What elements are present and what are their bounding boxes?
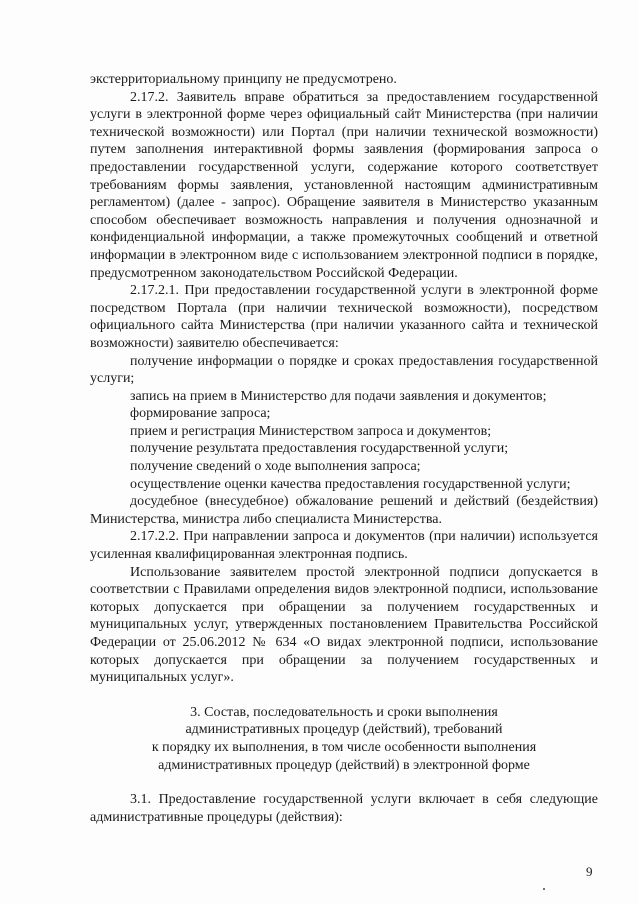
list-item: формирование запроса; <box>130 406 271 422</box>
list-item: получение сведений о ходе выполнения запроса; <box>130 459 421 475</box>
list-item: получение результата предоставления государственной услуги; <box>130 441 509 457</box>
paragraph-continuation: экстерриториальному принципу не предусмотрено. <box>90 72 397 87</box>
section-heading-line: административных процедур (действий), требований <box>185 722 503 738</box>
scan-speck <box>543 888 545 890</box>
paragraph-2-17-2-2: 2.17.2.2. При направлении запроса и документов (при наличии) используется усиленная квалифицированная электронная подпись. <box>90 529 598 563</box>
paragraph-2-17-2: 2.17.2. Заявитель вправе обратиться за предоставлением государственной услуги в электронной форме через официальный сайт Министерства (при наличии технической возможности) или Портал (при наличии технической возможности) путем заполнения интерактивной формы заявления (формирования запроса о предоставлении государственной услуги, содержание которого соответствует требованиям формы заявления, установленной настоящим административным регламентом) (далее - запрос). Обращение заявителя в Министерство указанным способом обеспечивает возможность направления и получения однозначной и конфиденциальной информации, а также промежуточных сообщений и ответной информации в электронном виде с использованием электронной подписи в порядке, предусмотренном законодательством Российской Федерации. <box>90 89 598 281</box>
list-item: запись на прием в Министерство для подачи заявления и документов; <box>130 388 547 404</box>
section-heading-line: 3. Состав, последовательность и сроки выполнения <box>190 704 498 720</box>
list-item: досудебное (внесудебное) обжалование решений и действий (бездействия) Министерства, министра либо специалиста Министерства. <box>90 494 598 527</box>
list-item: осуществление оценки качества предоставления государственной услуги; <box>130 476 571 492</box>
section-heading-line: к порядку их выполнения, в том числе особенности выполнения <box>151 739 537 755</box>
page-body <box>90 71 598 826</box>
list-item: прием и регистрация Министерством запроса и документов; <box>130 423 492 439</box>
spacer <box>90 687 598 704</box>
list-item: получение информации о порядке и сроках предоставления государственной услуги; <box>90 353 598 387</box>
paragraph-3-1: 3.1. Предоставление государственной услуги включает в себя следующие административные процедуры (действия): <box>90 792 598 825</box>
section-heading-line: административных процедур (действий) в электронной форме <box>158 757 530 773</box>
spacer <box>90 774 598 791</box>
page-number: 9 <box>586 864 593 879</box>
paragraph-simple-signature: Использование заявителем простой электронной подписи допускается в соответствии с Правилами определения видов электронной подписи, использование которых допускается при обращении за получением государственных и муниципальных услуг, утвержденных постановлением Правительства Российской Федерации от 25.06.2012 № 634 «О видах электронной подписи, использование которых допускается при обращении за получением государственных и муниципальных услуг». <box>90 564 598 686</box>
paragraph-2-17-2-1: 2.17.2.1. При предоставлении государственной услуги в электронной форме посредством Портала (при наличии технической возможности), посредством официального сайта Министерства (при наличии указанного сайта и технической возможности) заявителю обеспечивается: <box>90 283 598 351</box>
